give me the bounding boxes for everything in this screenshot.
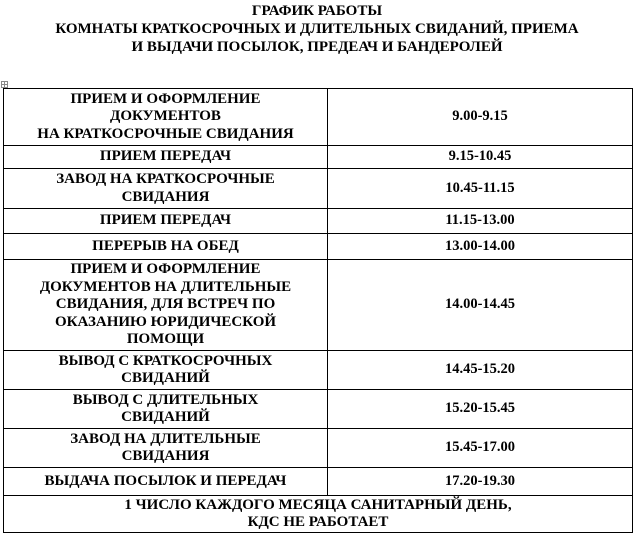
table-row bbox=[4, 429, 633, 468]
time-cell: 17.20-19.30 bbox=[328, 468, 633, 496]
activity-cell: ЗАВОД НА ДЛИТЕЛЬНЫЕ СВИДАНИЯ bbox=[4, 429, 328, 468]
activity-cell: ПЕРЕРЫВ НА ОБЕД bbox=[4, 234, 328, 260]
time-cell: 11.15-13.00 bbox=[328, 209, 633, 234]
title-line-1: ГРАФИК РАБОТЫ bbox=[251, 3, 383, 19]
time-cell: 14.00-14.45 bbox=[328, 260, 633, 351]
time-cell: 10.45-11.15 bbox=[328, 169, 633, 209]
title-line-3: И ВЫДАЧИ ПОСЫЛОК, ПРЕДЕАЧ И БАНДЕРОЛЕЙ bbox=[131, 39, 503, 55]
table-row bbox=[4, 146, 633, 169]
activity-cell: ВЫВОД С ДЛИТЕЛЬНЫХ СВИДАНИЙ bbox=[4, 390, 328, 429]
title-line-2: КОМНАТЫ КРАТКОСРОЧНЫХ И ДЛИТЕЛЬНЫХ СВИДАНИЙ, ПРИЕМА bbox=[55, 21, 579, 37]
table-row bbox=[4, 209, 633, 234]
footer-line-2: КДС НЕ РАБОТАЕТ bbox=[247, 514, 389, 530]
table-row bbox=[4, 89, 633, 146]
footer-row bbox=[4, 496, 633, 533]
table-row bbox=[4, 468, 633, 496]
time-cell: 9.00-9.15 bbox=[328, 89, 633, 146]
activity-cell: ЗАВОД НА КРАТКОСРОЧНЫЕ СВИДАНИЯ bbox=[4, 169, 328, 209]
activity-cell: ПРИЕМ ПЕРЕДАЧ bbox=[4, 209, 328, 234]
table-row bbox=[4, 351, 633, 390]
activity-cell: ПРИЕМ И ОФОРМЛЕНИЕ ДОКУМЕНТОВ НА ДЛИТЕЛЬНЫЕ СВИДАНИЯ, ДЛЯ ВСТРЕЧ ПО ОКАЗАНИЮ ЮРИДИЧЕСКОЙ ПОМОЩИ bbox=[4, 260, 328, 351]
table-row bbox=[4, 390, 633, 429]
table-move-handle-icon[interactable] bbox=[1, 81, 8, 88]
time-cell: 14.45-15.20 bbox=[328, 351, 633, 390]
activity-cell: ВЫВОД С КРАТКОСРОЧНЫХ СВИДАНИЙ bbox=[4, 351, 328, 390]
footer-note bbox=[4, 496, 633, 533]
time-cell: 15.20-15.45 bbox=[328, 390, 633, 429]
activity-cell: ВЫДАЧА ПОСЫЛОК И ПЕРЕДАЧ bbox=[4, 468, 328, 496]
activity-cell: ПРИЕМ ПЕРЕДАЧ bbox=[4, 146, 328, 169]
table-row bbox=[4, 260, 633, 351]
schedule-table bbox=[3, 88, 633, 533]
activity-cell: ПРИЕМ И ОФОРМЛЕНИЕ ДОКУМЕНТОВ НА КРАТКОСРОЧНЫЕ СВИДАНИЯ bbox=[4, 89, 328, 146]
time-cell: 9.15-10.45 bbox=[328, 146, 633, 169]
table-row bbox=[4, 169, 633, 209]
table-row bbox=[4, 234, 633, 260]
time-cell: 13.00-14.00 bbox=[328, 234, 633, 260]
document-title bbox=[0, 2, 634, 56]
time-cell: 15.45-17.00 bbox=[328, 429, 633, 468]
footer-line-1: 1 ЧИСЛО КАЖДОГО МЕСЯЦА САНИТАРНЫЙ ДЕНЬ, bbox=[124, 496, 512, 513]
